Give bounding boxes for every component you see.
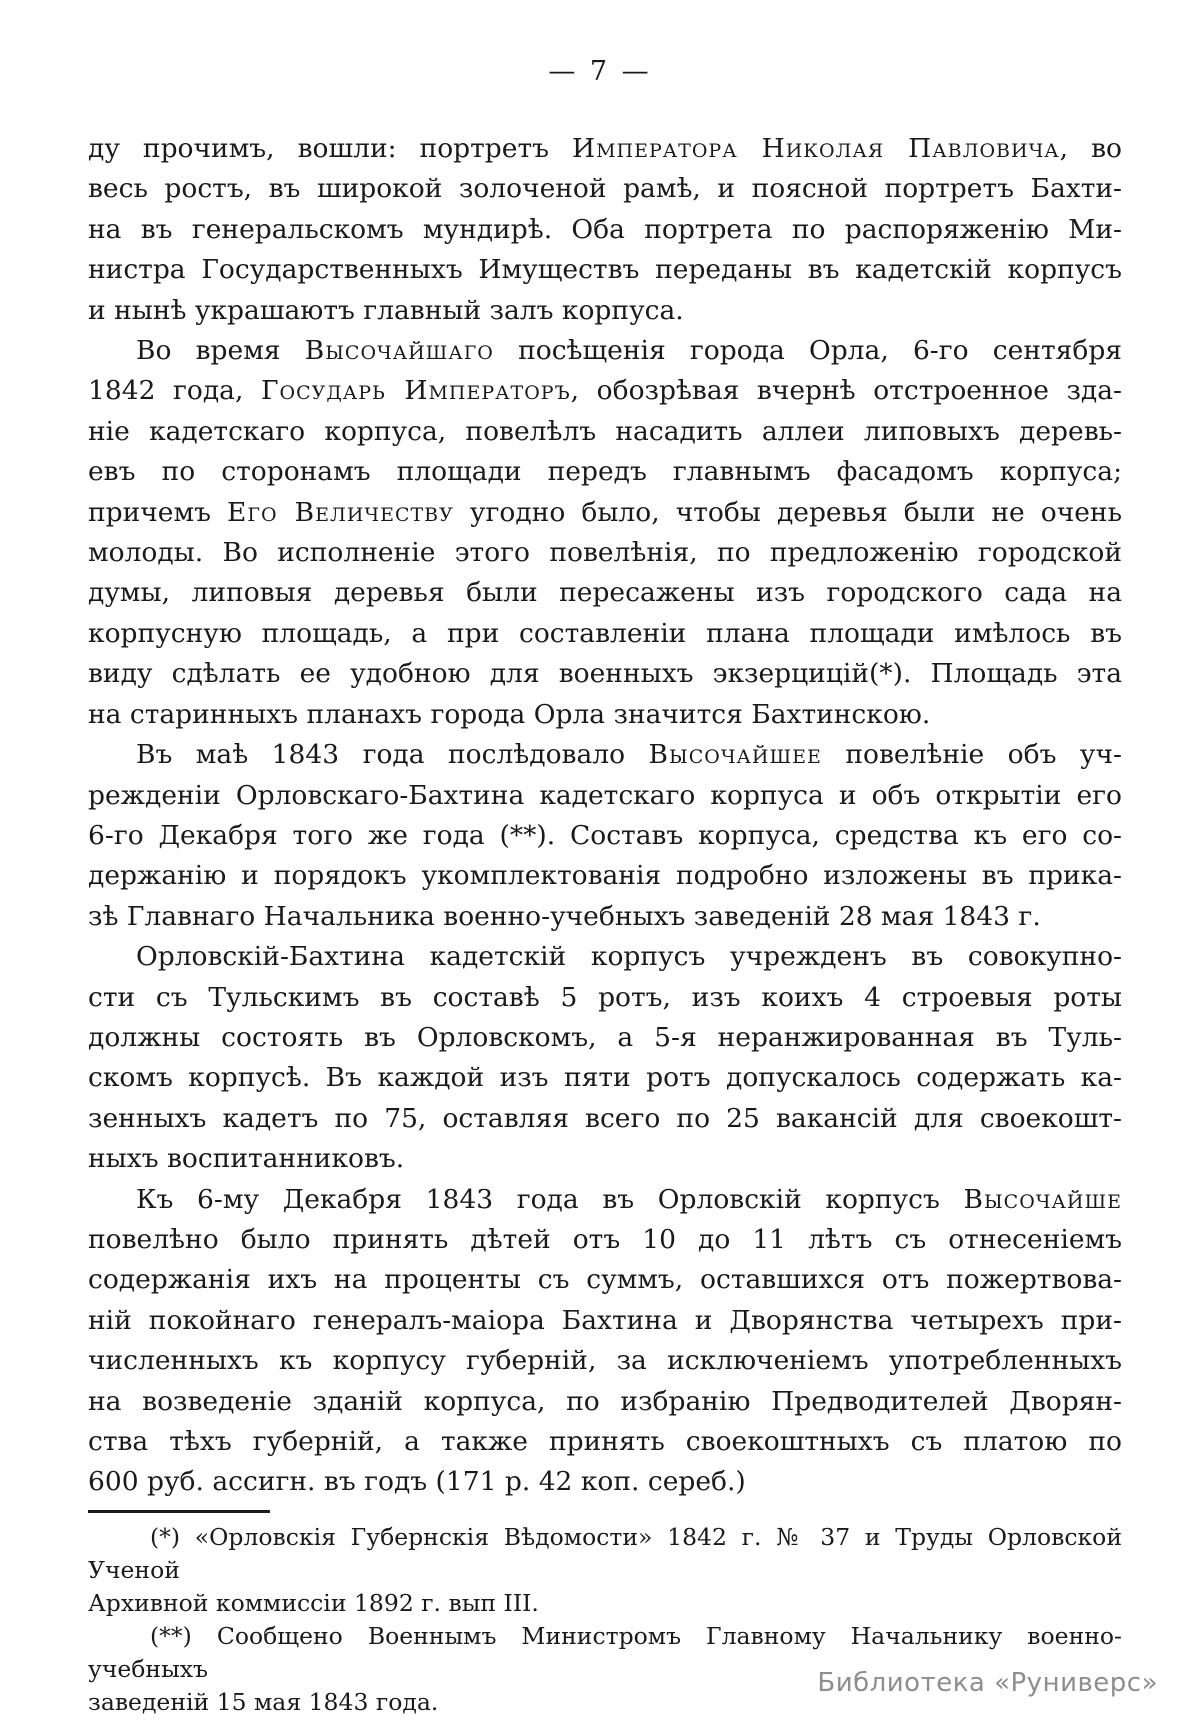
smallcaps-honorific: Высочайше (963, 1183, 1122, 1215)
text-line: Во время Высочайшаго посѣщенія города Орла, 6-го сентября (136, 335, 1122, 367)
text-line: виду сдѣлать ее удобною для военныхъ экзерцицій(*). Площадь эта (88, 658, 1122, 690)
text-line: корпусную площадь, а при составленіи плана площади имѣлось въ (88, 617, 1122, 649)
text-line: на возведеніе зданій корпуса, по избранію Предводителей Дворян- (88, 1385, 1122, 1417)
text-line: содержанія ихъ на проценты съ суммъ, оставшихся отъ пожертвова- (88, 1264, 1122, 1296)
text-line: зенныхъ кадетъ по 75, оставляя всего по 25 вакансій для своекошт- (88, 1102, 1122, 1134)
smallcaps-honorific: Его Величеству (227, 496, 454, 528)
text-line: молоды. Во исполненіе этого повелѣнія, по предложенію городской (88, 537, 1122, 569)
text-line: ду прочимъ, вошли: портретъ Императора Николая Павловича, во (88, 133, 1122, 164)
footnote (88, 1521, 1122, 1620)
text-line: 6-го Декабря того же года (**). Составъ корпуса, средства къ его со- (88, 819, 1122, 851)
text-line: причемъ Его Величеству угодно было, чтобы деревья были не очень (88, 496, 1123, 528)
smallcaps-honorific: Императора Николая Павловича (571, 133, 1060, 164)
text-line: (*) «Орловскія Губернскія Вѣдомости» 1842 г. № 37 и Труды Орловской Ученой (88, 1523, 1122, 1584)
smallcaps-honorific: Государь Императоръ (260, 375, 571, 407)
library-watermark: Библиотека «Руниверс» (817, 1668, 1158, 1698)
text-line: нистра Государственныхъ Имуществъ переданы въ кадетскій корпусъ (88, 254, 1122, 286)
footnote-separator-rule (88, 1510, 270, 1513)
text-line: Архивной коммиссіи 1892 г. вып III. (88, 1589, 539, 1617)
paragraph (88, 937, 1122, 1179)
text-line: Къ 6-му Декабря 1843 года въ Орловскій корпусъ Высочайше (136, 1183, 1122, 1215)
text-line: должны состоять въ Орловскомъ, а 5-я неранжированная въ Туль- (88, 1021, 1122, 1053)
text-line: на въ генеральскомъ мундирѣ. Оба портрета по распоряженію Ми- (88, 213, 1122, 245)
body-text (88, 129, 1122, 1503)
text-line: зѣ Главнаго Начальника военно-учебныхъ заведеній 28 мая 1843 г. (88, 900, 1041, 932)
text-line: сти съ Тульскимъ въ составѣ 5 ротъ, изъ коихъ 4 строевыя роты (88, 981, 1122, 1013)
text-line: скомъ корпусѣ. Въ каждой изъ пяти ротъ допускалось содержать ка- (88, 1062, 1122, 1094)
paragraph (88, 735, 1122, 937)
text-line: и нынѣ украшаютъ главный залъ корпуса. (88, 294, 684, 326)
smallcaps-honorific: Высочайшаго (304, 335, 494, 367)
text-line: ныхъ воспитанниковъ. (88, 1143, 405, 1175)
paragraph (88, 1180, 1122, 1503)
text-line: Въ маѣ 1843 года послѣдовало Высочайшее повелѣніе объ уч- (136, 739, 1122, 771)
text-line: (**) Сообщено Военнымъ Министромъ Главному Начальнику военно-учебныхъ (88, 1622, 1122, 1683)
text-line: 600 руб. ассигн. въ годъ (171 р. 42 коп. сереб.) (88, 1466, 746, 1498)
paragraph (88, 331, 1122, 735)
text-line: численныхъ къ корпусу губерній, за исключеніемъ употребленныхъ (88, 1345, 1122, 1377)
text-line: держанію и порядокъ укомплектованія подробно изложены въ прика- (88, 860, 1122, 892)
text-line: ства тѣхъ губерній, а также принять своекоштныхъ съ платою по (88, 1426, 1122, 1457)
smallcaps-honorific: Высочайшее (648, 739, 822, 771)
page-number: — 7 — (548, 56, 652, 87)
text-line: весь ростъ, въ широкой золоченой рамѣ, и поясной портретъ Бахти- (88, 173, 1122, 205)
text-line: евъ по сторонамъ площади передъ главнымъ фасадомъ корпуса; (88, 456, 1122, 488)
text-line: режденіи Орловскаго-Бахтина кадетскаго корпуса и объ открытіи его (88, 779, 1122, 811)
text-line: думы, липовыя деревья были пересажены изъ городского сада на (88, 577, 1122, 609)
text-line: на старинныхъ планахъ города Орла значится Бахтинскою. (88, 698, 931, 730)
text-line: ніе кадетскаго корпуса, повелѣлъ насадить аллеи липовыхъ деревь- (88, 415, 1122, 447)
text-line: 1842 года, Государь Императоръ, обозрѣвая вчернѣ отстроенное зда- (88, 375, 1123, 407)
text-line: ній покойнаго генералъ-маіора Бахтина и Дворянства четырехъ при- (88, 1304, 1122, 1336)
text-line: повелѣно было принять дѣтей отъ 10 до 11 лѣтъ съ отнесеніемъ (88, 1223, 1122, 1255)
text-line: заведеній 15 мая 1843 года. (88, 1688, 439, 1716)
text-line: Орловскій-Бахтина кадетскій корпусъ учрежденъ въ совокупно- (136, 941, 1122, 973)
paragraph (88, 129, 1122, 331)
